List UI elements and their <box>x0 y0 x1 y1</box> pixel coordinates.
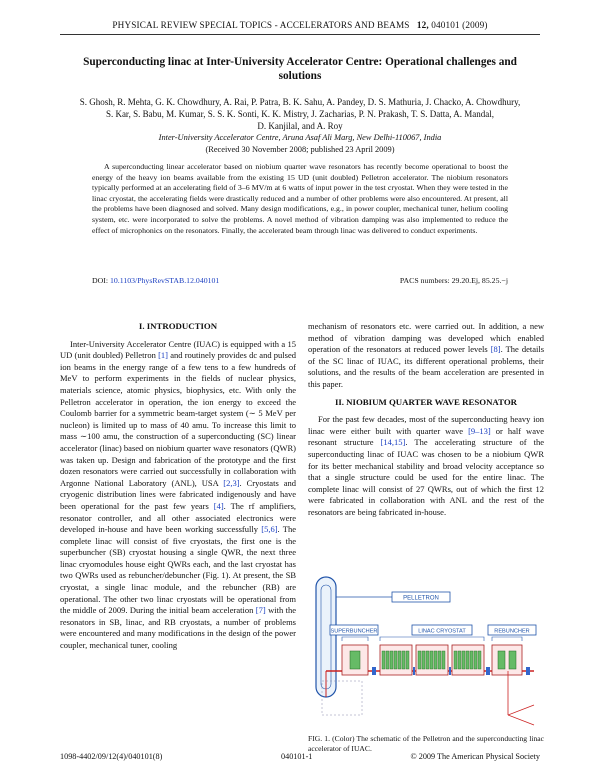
received-date: (Received 30 November 2008; published 23 April 2009) <box>205 145 395 155</box>
abstract: A superconducting linear accelerator based on niobium quarter wave resonators has recently become operational to boost the energy of the heavy ion beams available from the existing 15 UD (unit doubled) Pelletron accelerator. The niobium resonators typically performed at an accelerating field of 3–6 MV/m at 6 watts of input power in the test cryostat. When they were tested in the linac cryostat, the accelerating fields were drastically reduced and a number of other problems were also encountered. At present, all the problems have been diagnosed and solved. Many design modifications, e.g., in power coupler, mechanical tuner, helium cooling system, etc. were incorporated to solve the problems. A novel method of vibration damping was also implemented to reduce the effect of microphonics on the resonators. Finally, the accelerated beam through linac was delivered to conduct experiments. <box>92 162 508 235</box>
niobium-paragraph <box>308 414 544 518</box>
text-run: . The details of the SC linac of IUAC, its different operational problems, their solutions, and the results of the beam acceleration are presented in this paper. <box>308 344 545 389</box>
citation-link[interactable]: [5,6] <box>261 524 278 535</box>
doi-label: DOI: <box>92 276 109 285</box>
rebuncher-cryostat <box>492 645 522 675</box>
section-heading: I. INTRODUCTION <box>138 321 218 331</box>
doi-link[interactable]: 10.1103/PhysRevSTAB.12.040101 <box>109 276 220 285</box>
linac-label: LINAC CRYOSTAT <box>418 628 466 635</box>
qwr-resonator <box>498 651 505 669</box>
text-run: with the resonators in SB, linac, and RB cryostats, a number of problems were encountered and many modifications in the design of the power coupler, mechanical tuner, cooling <box>60 605 297 651</box>
intro-paragraph <box>60 339 296 652</box>
author-line: D. Kanjilal, and A. Roy <box>257 120 343 131</box>
text-run: mechanism of resonators etc. were carried out. In addition, a new method of vibration damping was developed which enabled operation of the resonators at reduced power levels <box>308 321 544 355</box>
citation-link[interactable]: [1] <box>158 350 168 361</box>
paper-title: Superconducting linac at Inter-University Accelerator Centre: Operational challenges and solutions <box>83 56 517 82</box>
rebuncher-bracket <box>492 637 522 641</box>
journal-name: PHYSICAL REVIEW SPECIAL TOPICS - ACCELERATORS AND BEAMS <box>112 20 410 30</box>
citation-link[interactable]: [8] <box>490 344 501 355</box>
beam-branch <box>508 705 534 715</box>
text-run: Inter-University Accelerator Centre (IUAC) is equipped with a 15 UD (unit doubled) Pelletron <box>60 338 296 361</box>
running-header <box>60 20 540 30</box>
volume: 12, <box>416 20 429 30</box>
rebuncher-label: REBUNCHER <box>494 628 530 635</box>
text-run: or half wave resonant structure <box>308 425 544 448</box>
text-run: . The accelerating structure of the superconducting linac of IUAC was chosen to be a niobium QWR for its better mechanical stability and broad velocity acceptance so that a single structure could be used for the entire linac. The complete linac will consist of 27 QWRs, out of which the first 12 were fabricated in collaboration with ANL and the rest of the resonators are being fabricated in-house. <box>308 437 544 517</box>
pacs-numbers: PACS numbers: 29.20.Ej, 85.25.−j <box>399 276 508 285</box>
doi <box>92 276 219 285</box>
header-rule <box>60 34 540 35</box>
text-run: and routinely provides dc and pulsed ion beams in the energy range of a few tens to a few hundreds of MeV to perform experiments in the fields of nuclear physics, materials science, atomic physics, biophysics, etc. With only the Pelletron accelerator in operation, the ion energy to exceed the Coulomb barrier for a symmetric beam-target system (∼ 5 MeV per nucleon) is limited up to mass of 40 amu. To increase this limit to mass ∼100 amu, the construction of a superconducting (SC) linear accelerator (linac) based on niobium quarter wave resonators (QWR) was taken up. Design and fabrication of the prototype and the first dozen resonators were carried out successfully in collaboration with Argonne National Laboratory (ANL), USA <box>60 350 296 488</box>
section-heading: II. NIOBIUM QUARTER WAVE RESONATOR <box>334 396 518 407</box>
qwr-resonator <box>509 651 516 669</box>
text-run: For the past few decades, most of the superconducting heavy ion linac were either built with quarter wave <box>308 414 544 436</box>
left-column <box>60 321 296 652</box>
linac-resonators <box>382 651 481 669</box>
citation-link[interactable]: [7] <box>255 605 266 616</box>
figure-caption: FIG. 1. (Color) The schematic of the Pelletron and the superconducting linac accelerator of IUAC. <box>308 734 544 753</box>
citation-link[interactable]: [4] <box>213 500 224 511</box>
text-run: . The rf amplifiers, resonator controller, and all other associated electronics were developed in-house and have been working successfully <box>60 500 296 535</box>
qwr-resonator <box>350 651 360 669</box>
linac-schematic-figure <box>312 575 540 730</box>
citation-link[interactable]: [2,3] <box>223 477 240 488</box>
affiliation: Inter-University Accelerator Centre, Aruna Asaf Ali Marg, New Delhi-110067, India <box>158 133 442 143</box>
citation-link[interactable]: [14,15] <box>380 437 406 448</box>
intro-continued <box>308 321 544 391</box>
text-run: . The complete linac will consist of five cryostats, the first one is the superbuncher (SB) cryostat housing a single QWR, the next three linac cryomodules house eight QWRs each, and the last cryostat has two QWRs used as rebuncher/debuncher (Fig. 1). At present, the SB cryostat, a single linac module, and the rebuncher (RB) are operational. The other two linac cryostats will be operational from the middle of 2009. During the initial beam acceleration <box>60 524 296 616</box>
citation-link[interactable]: [9–13] <box>468 425 491 436</box>
footer-copyright: © 2009 The American Physical Society <box>410 752 540 761</box>
author-line: S. Ghosh, R. Mehta, G. K. Chowdhury, A. Rai, P. Patra, B. K. Sahu, A. Pandey, D. S. Mathuria, J. Chacko, A. Chowdhury, <box>79 97 521 107</box>
linac-bracket <box>380 637 484 641</box>
footer-page: 040101-1 <box>281 752 313 761</box>
author-line: S. Kar, S. Babu, M. Kumar, S. S. K. Sonti, K. K. Mistry, J. Zacharias, P. N. Prakash, T. S. Datta, A. Mandal, <box>105 108 495 119</box>
pelletron-label: PELLETRON <box>403 595 439 602</box>
text-run: . Cryostats and cryogenic distribution lines were fabricated indigenously and have been operational for the past few years <box>60 477 296 511</box>
superbuncher-label: SUPERBUNCHER <box>330 628 378 635</box>
superbuncher-bracket <box>342 637 368 641</box>
author-block <box>56 97 544 156</box>
right-column <box>308 321 544 519</box>
beam-branch <box>508 715 534 725</box>
footer-issn: 1098-4402/09/12(4)/040101(8) <box>60 752 163 761</box>
article-number: 040101 (2009) <box>431 20 488 30</box>
